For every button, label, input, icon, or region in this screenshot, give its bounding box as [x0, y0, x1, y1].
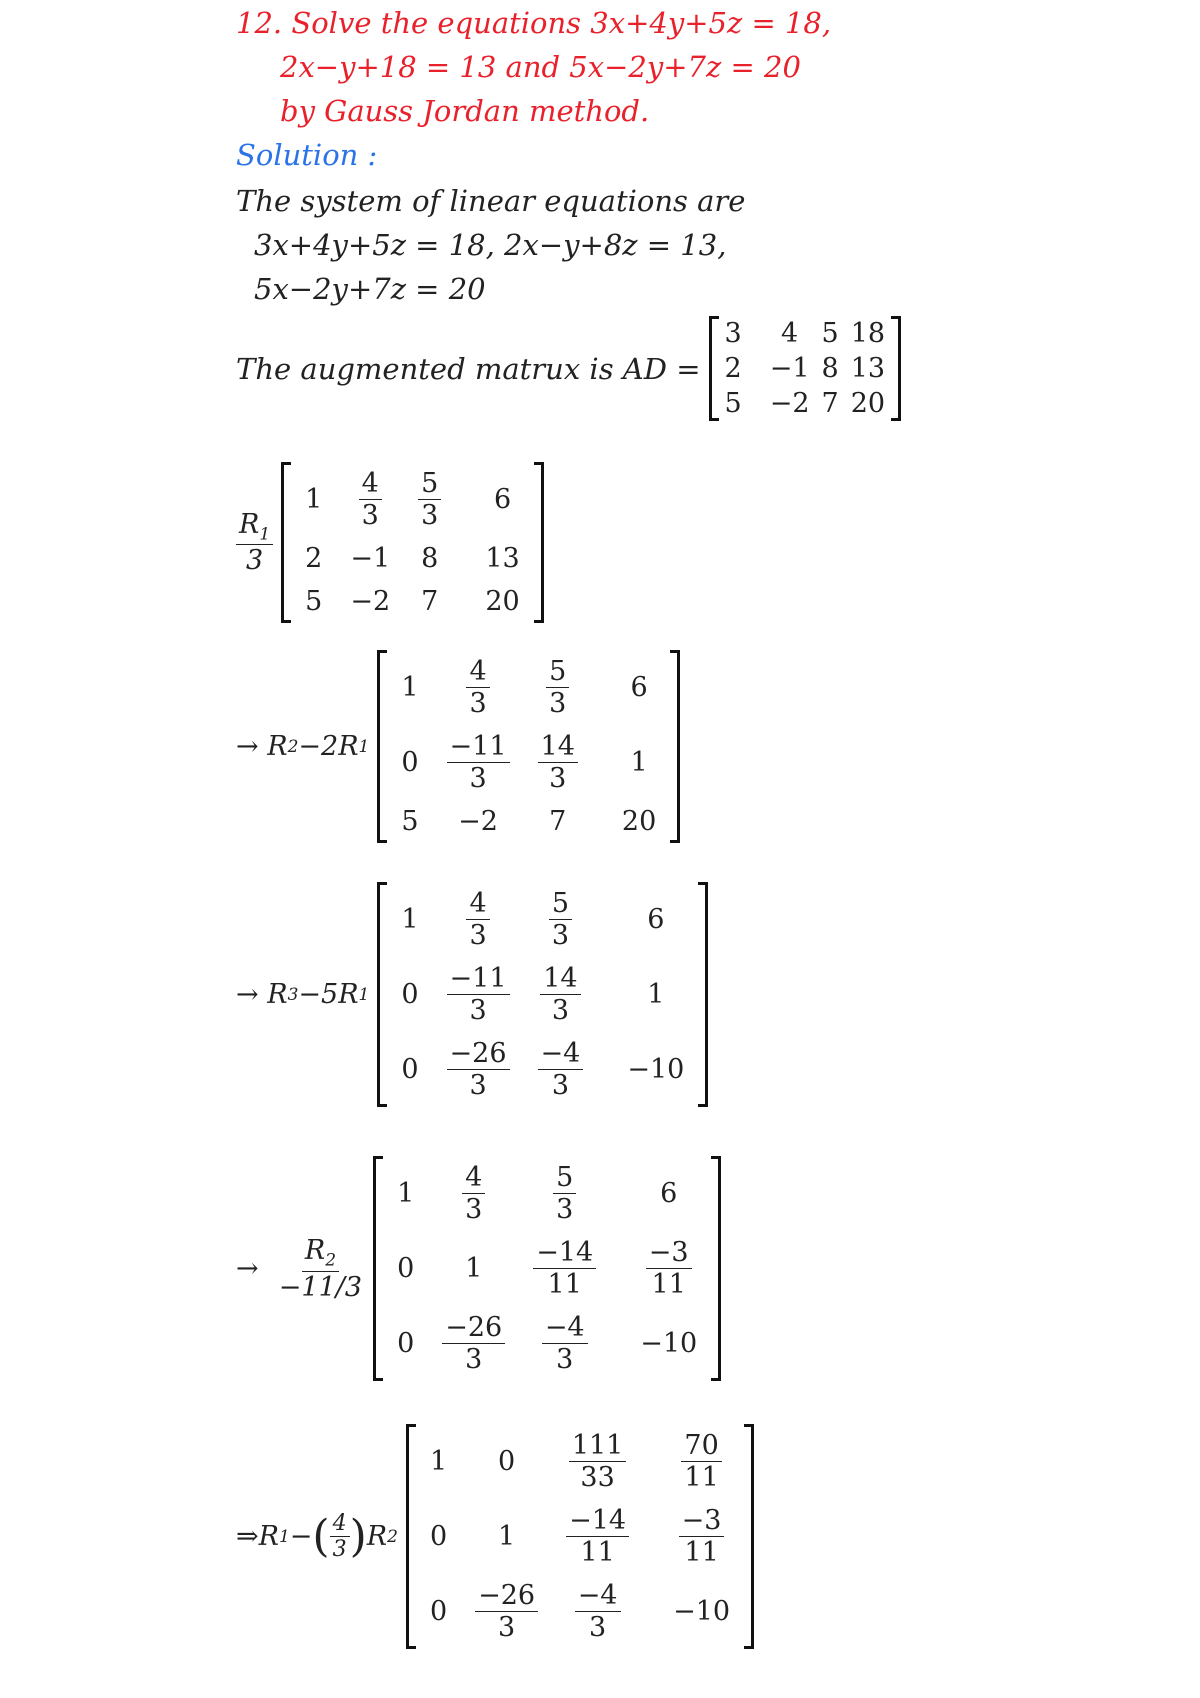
matrix-cell: 1: [305, 484, 323, 516]
matrix-row: [416, 1499, 744, 1574]
matrix-row: [387, 650, 670, 725]
matrix-cell: 0: [397, 1328, 415, 1360]
step-matrix-table: [383, 1156, 711, 1381]
matrix-cell: 7: [421, 586, 439, 618]
matrix-row: [387, 725, 670, 800]
matrix-cell: 20: [621, 806, 657, 838]
matrix-cell: $\frac{-4}{3}$: [552, 1574, 643, 1649]
matrix-cell: 0: [498, 1446, 516, 1478]
augmented-matrix-row: [719, 386, 892, 421]
solution-intro: The system of linear equations are: [236, 184, 746, 218]
matrix-row: [383, 1306, 711, 1381]
matrix-cell: 5: [821, 318, 839, 349]
matrix-cell: −2: [458, 806, 498, 838]
matrix-cell: 6: [660, 1178, 678, 1210]
matrix-cell: $\frac{-3}{11}$: [610, 1231, 711, 1306]
step-5: [236, 1424, 754, 1649]
matrix-cell: $\frac{-14}{11}$: [519, 1231, 610, 1306]
step-matrix-table: [387, 882, 698, 1107]
matrix-cell: 8: [821, 353, 839, 384]
matrix-cell: $\frac{-11}{3}$: [433, 725, 524, 800]
step-matrix-table: [387, 650, 670, 843]
step-3: [236, 882, 708, 1107]
matrix-row: [291, 462, 534, 537]
matrix-cell: $\frac{4}{3}$: [428, 1156, 519, 1231]
matrix-cell: 0: [429, 1521, 448, 1553]
matrix-cell: 2: [305, 543, 323, 575]
matrix-cell: 1: [647, 979, 665, 1011]
matrix-cell: 20: [485, 586, 520, 618]
matrix-row: [416, 1424, 744, 1499]
matrix-row: [387, 882, 698, 957]
matrix-cell: 20: [850, 388, 886, 419]
step-5-operation: ⇒ R 1 − ( $\frac{4}{3}$ ) R 2: [236, 1510, 398, 1563]
augmented-matrix-row: [719, 351, 892, 386]
matrix-cell: $\frac{-26}{3}$: [428, 1306, 519, 1381]
matrix-cell: $\frac{-14}{11}$: [552, 1499, 643, 1574]
matrix-cell: $\frac{-26}{3}$: [433, 1032, 524, 1107]
augmented-matrix: [709, 316, 902, 421]
step-3-matrix: [377, 882, 708, 1107]
matrix-cell: 1: [401, 904, 419, 936]
matrix-cell: 18: [850, 318, 886, 349]
matrix-cell: $\frac{4}{3}$: [433, 882, 524, 957]
matrix-cell: 0: [401, 1054, 419, 1086]
step-4-matrix: [373, 1156, 721, 1381]
equations-line-1: 3x+4y+5z = 18, 2x−y+8z = 13,: [254, 228, 727, 262]
step-matrix-table: [416, 1424, 744, 1649]
matrix-cell: $\frac{14}{3}$: [524, 725, 592, 800]
step-4-operation: → $\frac{R_2}{-11/3}$: [236, 1234, 363, 1303]
matrix-cell: $\frac{14}{3}$: [524, 957, 598, 1032]
step-3-operation: → R 3 −5R 1: [236, 979, 370, 1011]
matrix-cell: $\frac{-3}{11}$: [643, 1499, 744, 1574]
matrix-cell: 0: [397, 1253, 415, 1285]
matrix-cell: 13: [485, 543, 520, 575]
matrix-cell: 1: [429, 1446, 448, 1478]
matrix-cell: 6: [647, 904, 665, 936]
step-2: [236, 650, 680, 843]
matrix-cell: $\frac{4}{3}$: [336, 462, 404, 537]
matrix-row: [383, 1231, 711, 1306]
matrix-cell: 1: [401, 672, 419, 704]
matrix-cell: 8: [421, 543, 439, 575]
step-1-operation: $\frac{R_1}{3}$: [236, 509, 273, 577]
matrix-cell: 6: [630, 672, 648, 704]
augmented-matrix-row: [719, 316, 892, 351]
matrix-cell: 2: [724, 353, 742, 384]
step-4: [236, 1156, 721, 1381]
step-1: [236, 462, 544, 623]
matrix-row: [416, 1574, 744, 1649]
matrix-cell: 6: [493, 484, 512, 516]
step-2-matrix: [377, 650, 680, 843]
step-matrix-table: [291, 462, 534, 623]
matrix-cell: 5: [401, 806, 419, 838]
matrix-row: [387, 957, 698, 1032]
matrix-cell: 0: [401, 979, 419, 1011]
matrix-cell: 4: [781, 318, 799, 349]
matrix-row: [387, 1032, 698, 1107]
matrix-cell: $\frac{4}{3}$: [433, 650, 524, 725]
matrix-row: [387, 800, 670, 843]
matrix-cell: 13: [850, 353, 886, 384]
matrix-cell: 0: [429, 1596, 448, 1628]
matrix-cell: −10: [673, 1596, 731, 1628]
step-2-operation: → R 2 −2R 1: [236, 731, 370, 763]
matrix-cell: 1: [397, 1178, 415, 1210]
problem-line-1: 12. Solve the equations 3x+4y+5z = 18,: [236, 6, 832, 40]
matrix-row: [383, 1156, 711, 1231]
matrix-cell: −2: [350, 586, 391, 618]
matrix-cell: 5: [305, 586, 323, 618]
matrix-cell: 3: [724, 318, 742, 349]
matrix-cell: $\frac{-4}{3}$: [524, 1032, 598, 1107]
problem-line-3: by Gauss Jordan method.: [280, 94, 650, 128]
step-1-matrix: [281, 462, 544, 623]
matrix-cell: 5: [724, 388, 742, 419]
matrix-cell: $\frac{5}{3}$: [404, 462, 455, 537]
matrix-cell: −1: [350, 543, 391, 575]
equations-line-2: 5x−2y+7z = 20: [254, 272, 486, 306]
matrix-cell: 7: [549, 806, 567, 838]
matrix-cell: $\frac{5}{3}$: [519, 1156, 610, 1231]
augmented-matrix-block: [236, 316, 901, 421]
step-5-matrix: [406, 1424, 754, 1649]
matrix-cell: $\frac{111}{33}$: [552, 1424, 643, 1499]
matrix-cell: −1: [769, 353, 810, 384]
augmented-label: The augmented matrux is AD =: [236, 351, 701, 386]
augmented-matrix-table: [719, 316, 892, 421]
matrix-cell: −10: [640, 1328, 698, 1360]
matrix-row: [291, 537, 534, 580]
matrix-row: [291, 580, 534, 623]
matrix-cell: $\frac{-26}{3}$: [461, 1574, 552, 1649]
matrix-cell: $\frac{-11}{3}$: [433, 957, 524, 1032]
matrix-cell: 1: [498, 1521, 516, 1553]
matrix-cell: −10: [627, 1054, 685, 1086]
solution-heading: Solution :: [236, 138, 378, 172]
matrix-cell: 1: [630, 747, 648, 779]
matrix-cell: 0: [401, 747, 419, 779]
matrix-cell: $\frac{5}{3}$: [524, 650, 592, 725]
matrix-cell: 1: [465, 1253, 483, 1285]
matrix-cell: 7: [821, 388, 839, 419]
matrix-cell: $\frac{70}{11}$: [643, 1424, 744, 1499]
matrix-cell: −2: [769, 388, 810, 419]
problem-line-2: 2x−y+18 = 13 and 5x−2y+7z = 20: [280, 50, 801, 84]
matrix-cell: $\frac{5}{3}$: [524, 882, 598, 957]
matrix-cell: $\frac{-4}{3}$: [519, 1306, 610, 1381]
